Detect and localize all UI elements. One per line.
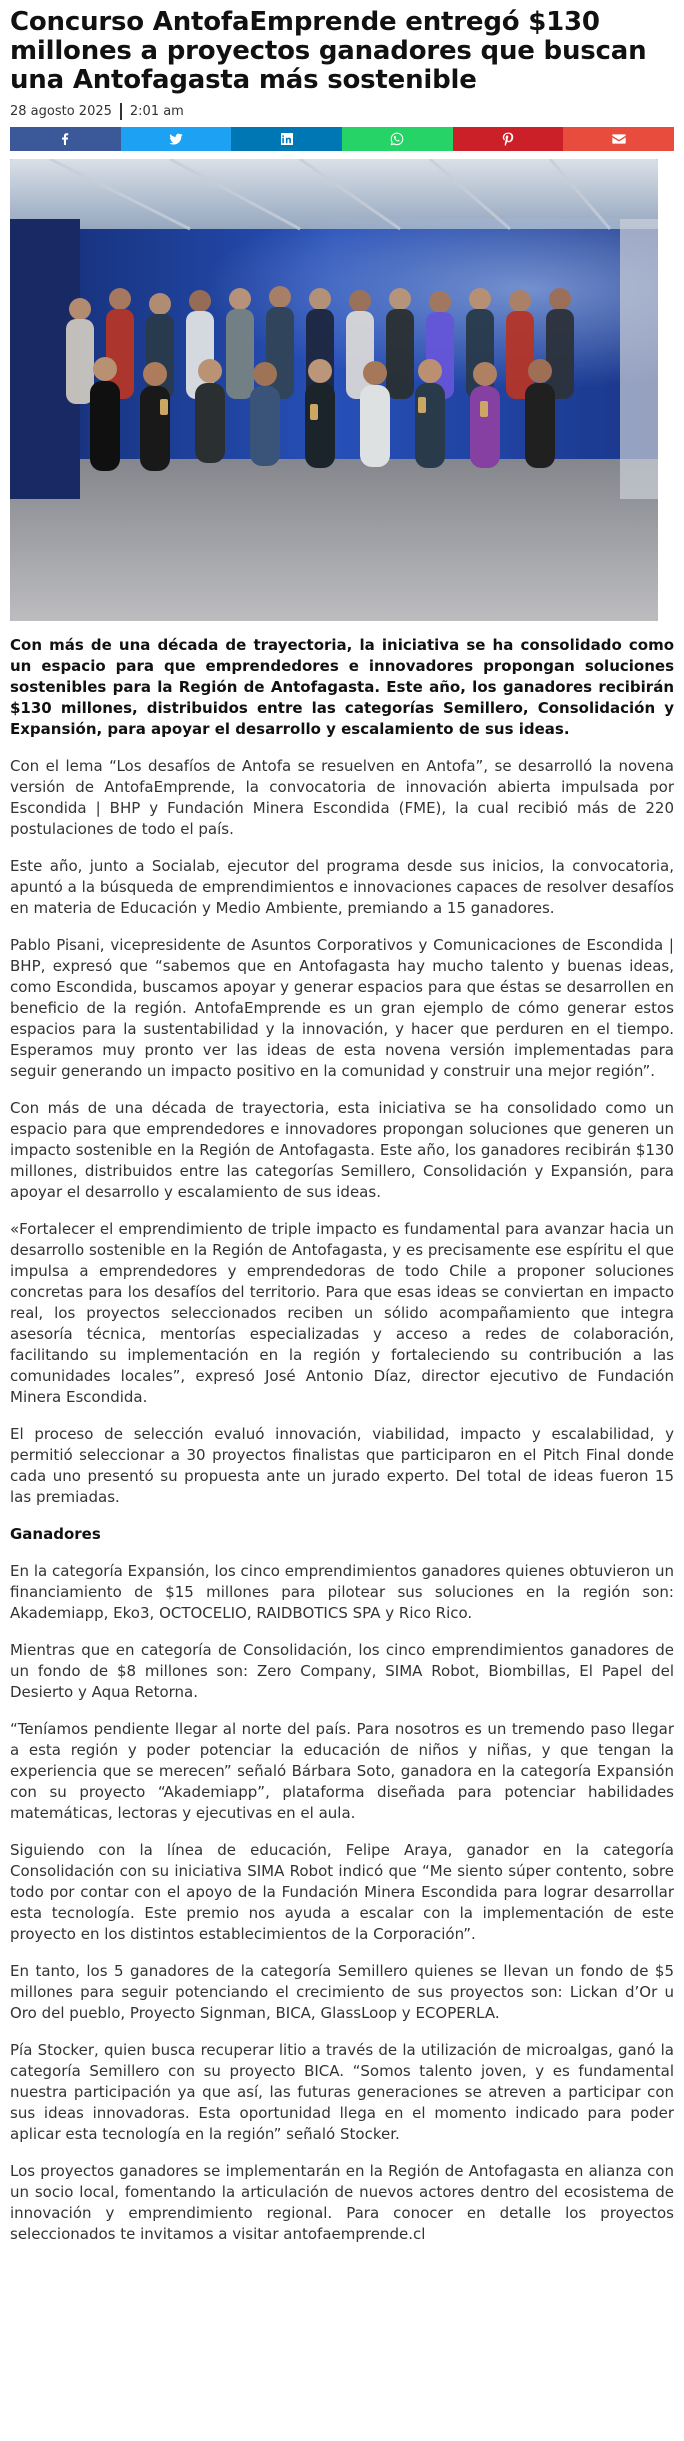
share-linkedin-button[interactable]	[231, 127, 342, 151]
email-icon	[611, 131, 627, 147]
share-bar	[10, 127, 674, 151]
article-paragraph: Pablo Pisani, vicepresidente de Asuntos Corporativos y Comunicaciones de Escondida | BHP, expresó que “sabemos que en Antofagasta hay mucho talento y buenas ideas, como Escondida, buscamos apoyar y generar espacios para que éstas se desarrollen en beneficio de la región. AntofaEmprende es un gran ejemplo de cómo generar estos espacios para la sustentabilidad y la innovación, y hacer que perduren en el tiempo. Esperamos muy pronto ver las ideas de esta novena versión implementadas para seguir generando un impacto positivo en la comunidad y construir una mejor región”.	[10, 936, 674, 1080]
article-paragraph: Con más de una década de trayectoria, esta iniciativa se ha consolidado como un espacio para que emprendedores e innovadores propongan soluciones que generen un impacto sostenible en la Región de Antofagasta. Este año, los ganadores recibirán $130 millones, distribuidos entre las categorías Semillero, Consolidación y Expansión, para apoyar el desarrollo y escalamiento de sus ideas.	[10, 1099, 674, 1201]
article-paragraph: «Fortalecer el emprendimiento de triple impacto es fundamental para avanzar hacia un desarrollo sostenible en la Región de Antofagasta, y es precisamente ese espíritu el que impulsa a emprendedores y emprendedoras de todo Chile a proponer soluciones concretas para los desafíos del territorio. Para que esas ideas se conviertan en impacto real, los proyectos seleccionados reciben un sólido acompañamiento que integra asesoría técnica, mentorías especializadas y acceso a redes de colaboración, facilitando su implementación en la región y fortaleciendo su contribución a las comunidades locales”, expresó José Antonio Díaz, director ejecutivo de Fundación Minera Escondida.	[10, 1220, 674, 1406]
group-photo-image	[10, 159, 658, 621]
article-paragraph: Los proyectos ganadores se implementarán en la Región de Antofagasta en alianza con un socio local, fomentando la articulación de nuevos actores dentro del ecosistema de innovación y emprendimiento regional. Para conocer en detalle los proyectos seleccionados te invitamos a visitar antofaemprende.cl	[10, 2162, 674, 2243]
article-date: 28 agosto 2025	[10, 103, 112, 119]
article-paragraph: El proceso de selección evaluó innovación, viabilidad, impacto y escalabilidad, y permitió seleccionar a 30 proyectos finalistas que participaron en el Pitch Final donde cada uno presentó su propuesta ante un jurado experto. Del total de ideas fueron 15 las premiadas.	[10, 1425, 674, 1506]
article-paragraph: Siguiendo con la línea de educación, Felipe Araya, ganador en la categoría Consolidación con su iniciativa SIMA Robot indicó que “Me siento súper contento, sobre todo por contar con el apoyo de la Fundación Minera Escondida para lograr desarrollar esta tecnología. Este premio nos ayuda a escalar con la implementación de este proyecto en los distintos establecimientos de la Corporación”.	[10, 1841, 674, 1943]
share-email-button[interactable]	[563, 127, 674, 151]
share-pinterest-button[interactable]	[453, 127, 564, 151]
article-title: Concurso AntofaEmprende entregó $130 millones a proyectos ganadores que buscan una Antofagasta más sostenible	[10, 7, 647, 95]
share-facebook-button[interactable]	[10, 127, 121, 151]
article	[10, 8, 674, 2245]
section-heading-ganadores: Ganadores	[10, 1525, 101, 1543]
meta-divider	[120, 103, 122, 120]
linkedin-icon	[279, 131, 295, 147]
hero-photo	[10, 159, 658, 621]
article-paragraph: “Teníamos pendiente llegar al norte del país. Para nosotros es un tremendo paso llegar a esta región y poder potenciar la educación de niños y niñas, y que tengan la experiencia que se merecen” señaló Bárbara Soto, ganadora en la categoría Expansión con su proyecto “Akademiapp”, plataforma diseñada para potenciar habilidades matemáticas, lectoras y ejecutivas en el aula.	[10, 1720, 674, 1822]
article-paragraph: En la categoría Expansión, los cinco emprendimientos ganadores quienes obtuvieron un financiamiento de $15 millones para pilotear sus soluciones en la región son: Akademiapp, Eko3, OCTOCELIO, RAIDBOTICS SPA y Rico Rico.	[10, 1562, 674, 1622]
whatsapp-icon	[389, 131, 405, 147]
share-twitter-button[interactable]	[121, 127, 232, 151]
article-paragraph: Este año, junto a Socialab, ejecutor del programa desde sus inicios, la convocatoria, apuntó a la búsqueda de emprendimientos e innovaciones capaces de resolver desafíos en materia de Educación y Medio Ambiente, premiando a 15 ganadores.	[10, 857, 674, 917]
article-paragraph: Mientras que en categoría de Consolidación, los cinco emprendimientos ganadores de un fondo de $8 millones son: Zero Company, SIMA Robot, Biombillas, El Papel del Desierto y Aqua Retorna.	[10, 1641, 674, 1701]
article-paragraph: Con el lema “Los desafíos de Antofa se resuelven en Antofa”, se desarrolló la novena versión de AntofaEmprende, la convocatoria de innovación abierta impulsada por Escondida | BHP y Fundación Minera Escondida (FME), la cual recibió más de 220 postulaciones de todo el país.	[10, 757, 674, 838]
article-lead: Con más de una década de trayectoria, la iniciativa se ha consolidado como un espacio para que emprendedores e innovadores propongan soluciones sostenibles para la Región de Antofagasta. Este año, los ganadores recibirán $130 millones, distribuidos entre las categorías Semillero, Consolidación y Expansión, para apoyar el desarrollo y escalamiento de sus ideas.	[10, 636, 674, 738]
pinterest-icon	[500, 131, 516, 147]
article-meta	[10, 99, 674, 123]
share-whatsapp-button[interactable]	[342, 127, 453, 151]
article-paragraph: Pía Stocker, quien busca recuperar litio a través de la utilización de microalgas, ganó la categoría Semillero con su proyecto BICA. “Somos talento joven, y es fundamental nuestra participación ya que así, las futuras generaciones se atreven a participar con sus ideas innovadoras. Esta oportunidad llega en el momento indicado para poder aplicar esta tecnología en la región” señaló Stocker.	[10, 2041, 674, 2143]
twitter-icon	[168, 131, 184, 147]
facebook-icon	[57, 131, 73, 147]
article-time: 2:01 am	[129, 103, 184, 119]
article-paragraph: En tanto, los 5 ganadores de la categoría Semillero quienes se llevan un fondo de $5 millones para seguir potenciando el crecimiento de sus proyectos son: Lickan d’Or u Oro del pueblo, Proyecto Signman, BICA, GlassLoop y ECOPERLA.	[10, 1962, 674, 2022]
